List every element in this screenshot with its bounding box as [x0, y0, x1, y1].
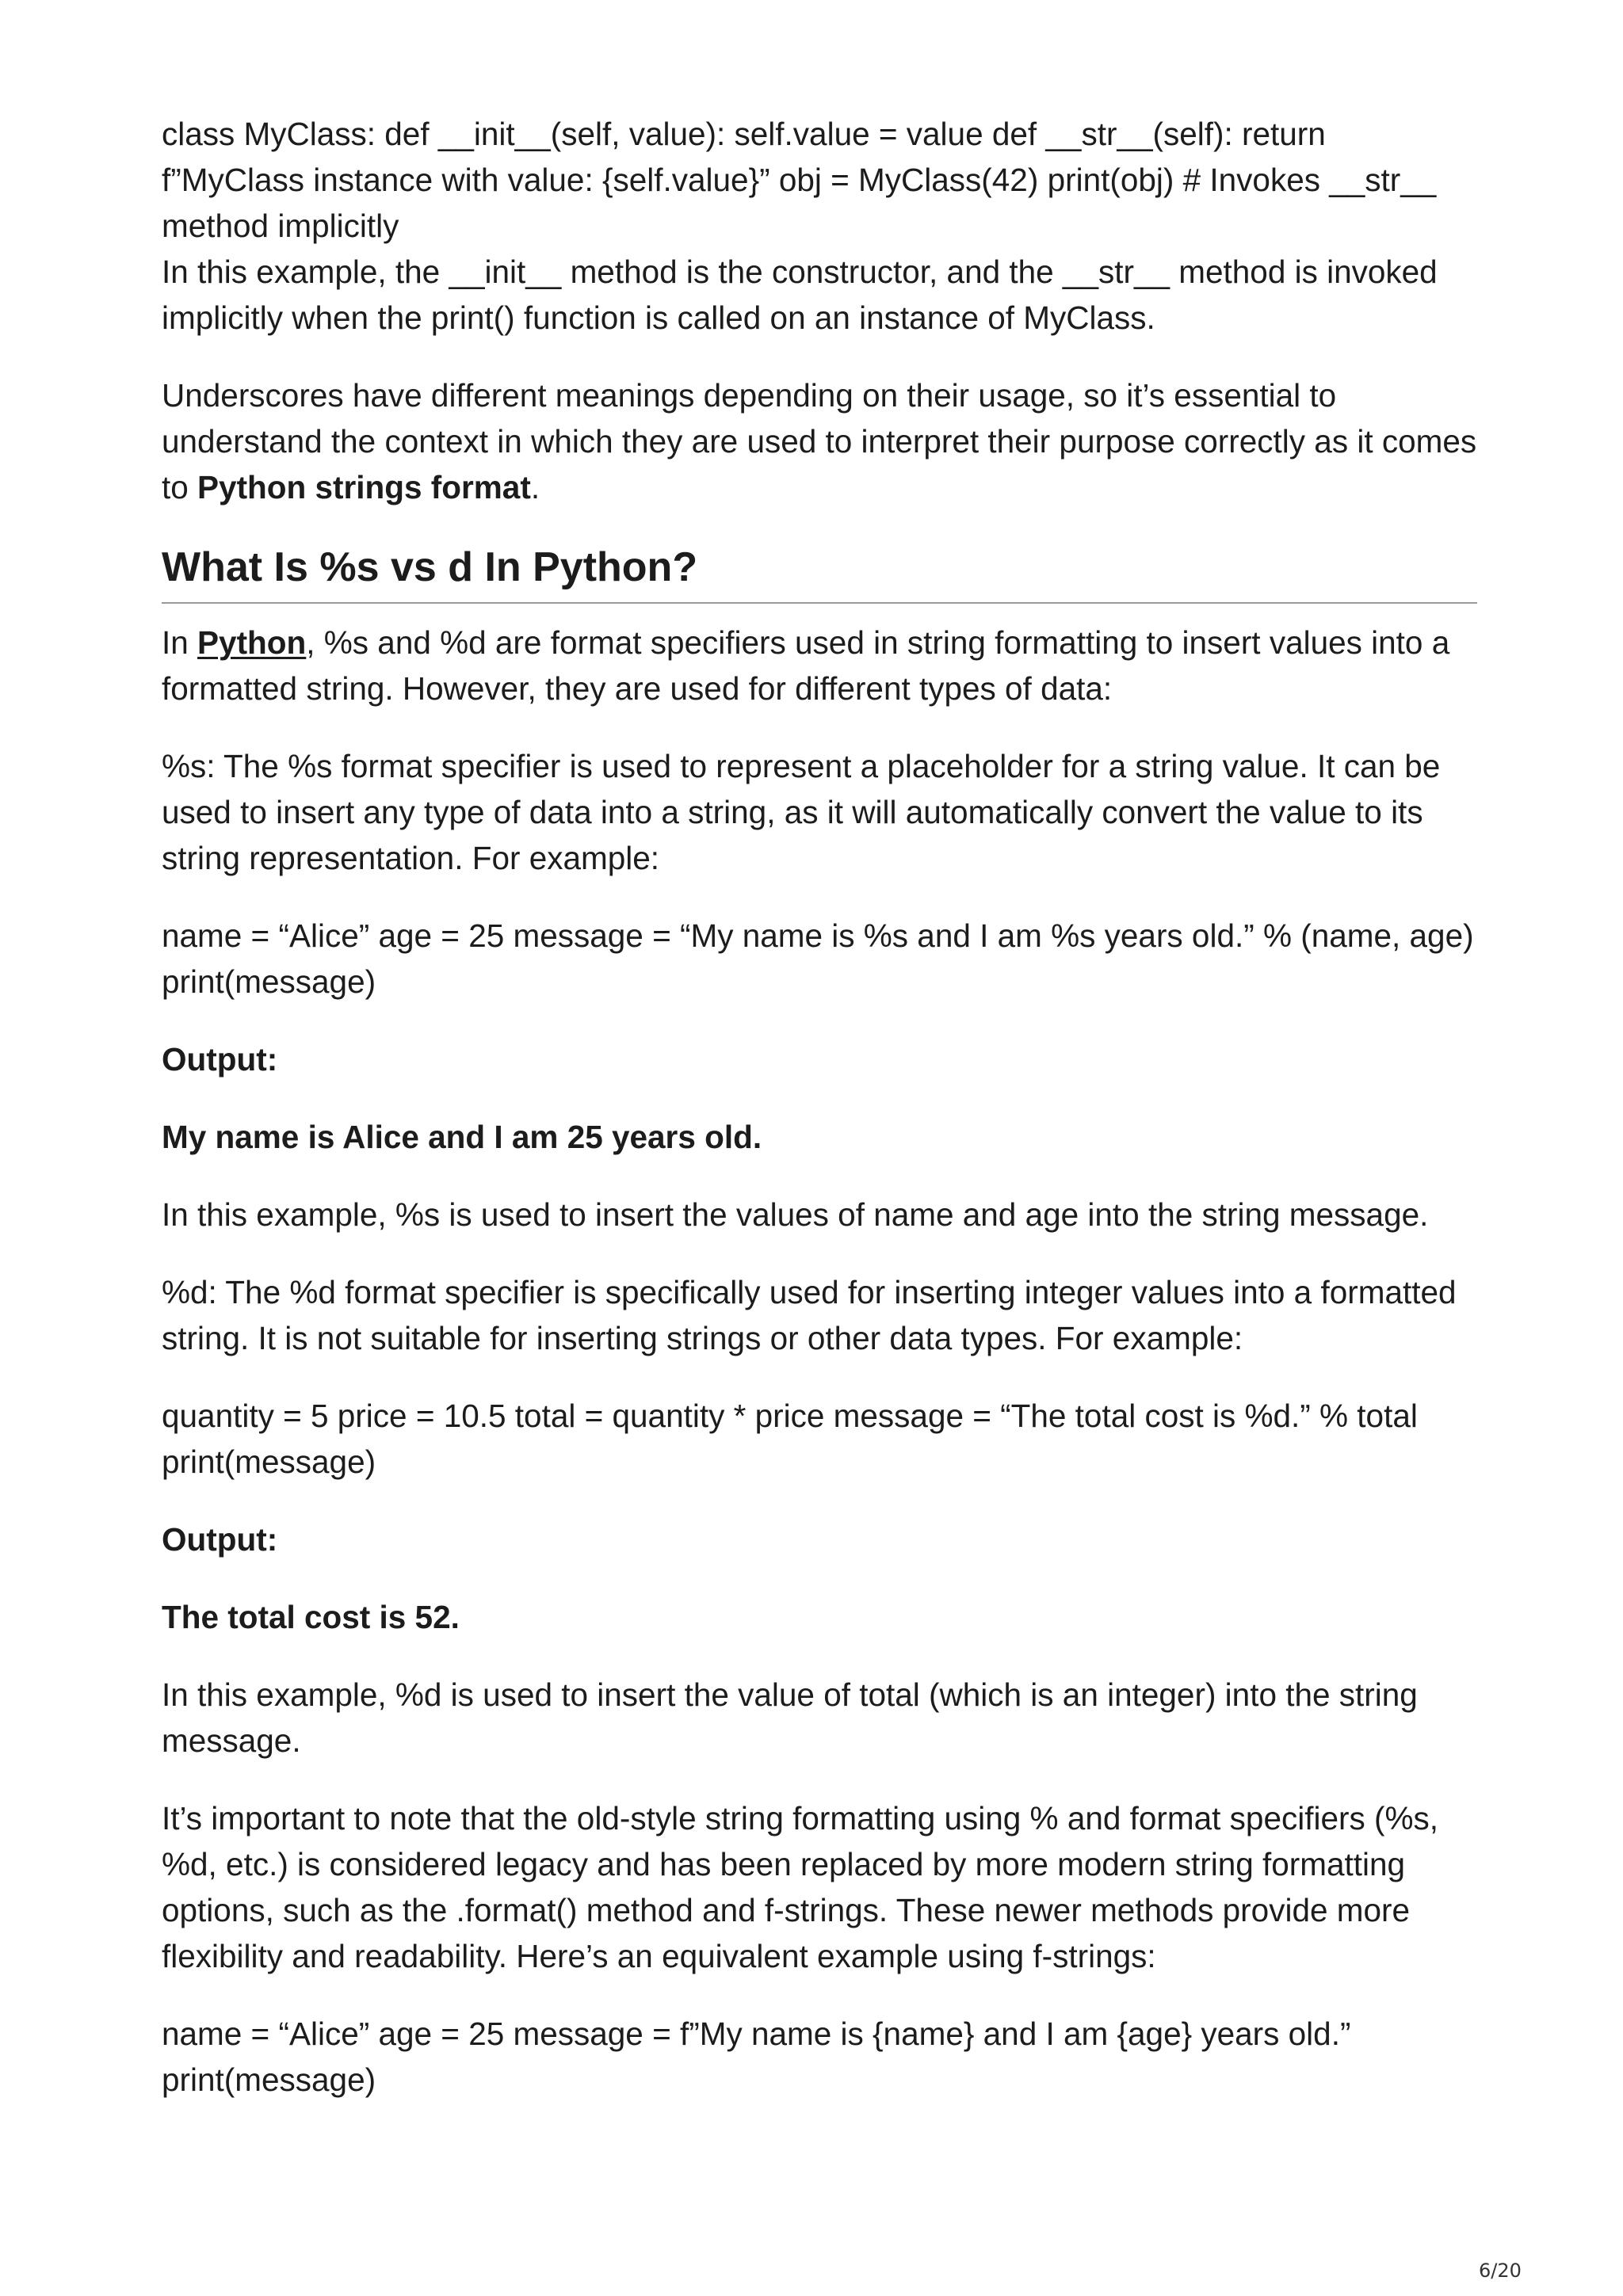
percent-d-explanation: In this example, %d is used to insert the value of total (which is an integer) into the string message.	[162, 1676, 1418, 1759]
percent-d-description: %d: The %d format specifier is specifically used for inserting integer values into a formatted string. It is not suitable for inserting strings or other data types. For example:	[162, 1274, 1457, 1356]
output-value: My name is Alice and I am 25 years old.	[162, 1119, 762, 1155]
output-label: Output:	[162, 1041, 278, 1077]
code-example-myclass: class MyClass: def __init__(self, value): self.value = value def __str__(self): return f”MyClass instance with value: {self.value}” obj = MyClass(42) print(obj) # Invokes __str__ method implicitly	[162, 116, 1437, 244]
intro-prefix: In	[162, 624, 198, 661]
percent-s-explanation: In this example, %s is used to insert the values of name and age into the string message.	[162, 1196, 1429, 1233]
section-heading: What Is %s vs d In Python?	[162, 542, 1477, 604]
python-strings-format-bold: Python strings format	[197, 469, 531, 505]
output-label: Output:	[162, 1521, 278, 1558]
python-link[interactable]: Python	[197, 624, 307, 661]
intro-paragraph	[162, 620, 1477, 711]
myclass-explanation: In this example, the __init__ method is the constructor, and the __str__ method is invoked implicitly when the print() function is called on an instance of MyClass.	[162, 254, 1438, 336]
article-body	[162, 111, 1477, 2134]
code-example-percent-d: quantity = 5 price = 10.5 total = quantity * price message = “The total cost is %d.” % total print(message)	[162, 1398, 1418, 1480]
intro-text: , %s and %d are format specifiers used in string formatting to insert values into a formatted string. However, they are used for different types of data:	[162, 624, 1450, 707]
code-example-percent-s: name = “Alice” age = 25 message = “My name is %s and I am %s years old.” % (name, age) print(message)	[162, 917, 1474, 1000]
underscores-paragraph	[162, 372, 1477, 510]
underscores-text: Underscores have different meanings depending on their usage, so it’s essential to understand the context in which they are used to interpret their purpose correctly as it comes to	[162, 377, 1477, 505]
page-number: 6/20	[1479, 2260, 1522, 2282]
percent-s-description: %s: The %s format specifier is used to represent a placeholder for a string value. It can be used to insert any type of data into a string, as it will automatically convert the value to its string representation. For example:	[162, 748, 1441, 876]
code-example-fstring: name = “Alice” age = 25 message = f”My name is {name} and I am {age} years old.” print(message)	[162, 2016, 1351, 2098]
legacy-note-paragraph: It’s important to note that the old-style string formatting using % and format specifiers (%s, %d, etc.) is considered legacy and has been replaced by more modern string formatting options, such as the .format() method and f-strings. These newer methods provide more flexibility and readability. Here’s an equivalent example using f-strings:	[162, 1800, 1438, 1974]
underscores-end: .	[530, 469, 540, 505]
output-value: The total cost is 52.	[162, 1599, 460, 1635]
